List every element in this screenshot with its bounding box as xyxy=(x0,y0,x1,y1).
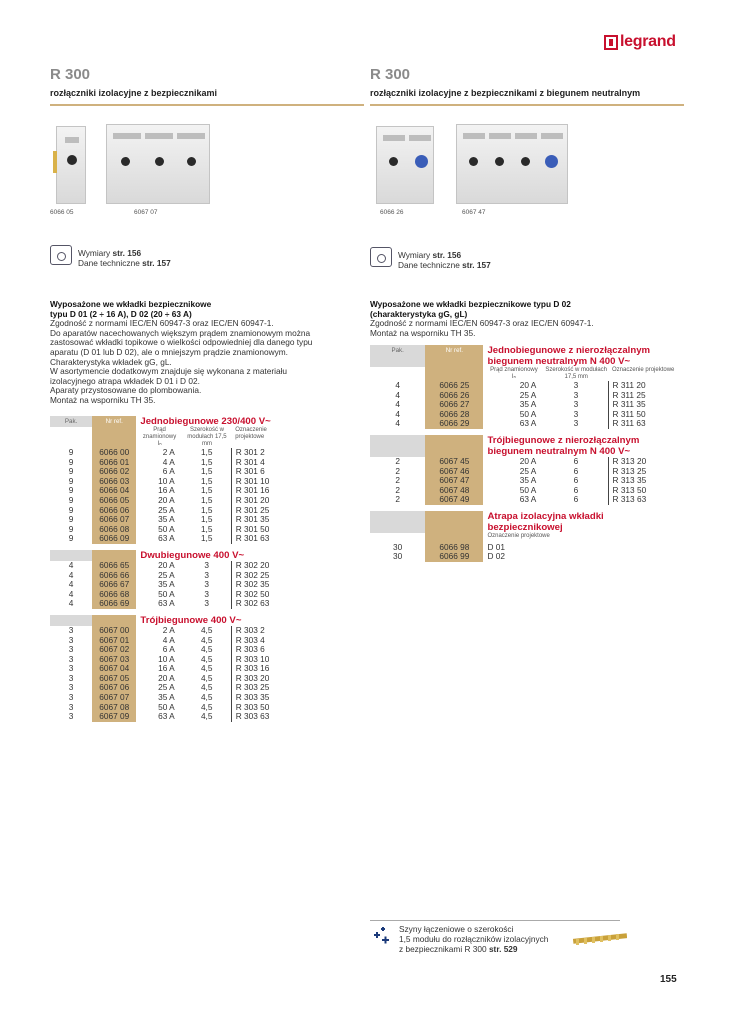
cell-rating: 20 A xyxy=(158,559,175,570)
col-header-rating-label: Prąd znamionowy xyxy=(142,427,177,440)
desc-line: Zgodność z normami IEC/EN 60947-3 oraz IEC/EN 60947-1. xyxy=(370,318,594,329)
cell-designation: R 301 6 xyxy=(235,466,265,477)
cell-rating: 50 A xyxy=(158,701,175,712)
legrand-logo xyxy=(604,33,676,51)
cell-ref-number[interactable]: 6067 01 xyxy=(92,636,136,646)
cell-width: 1,5 xyxy=(183,534,231,544)
section-title: Trójbiegunowe 400 V~ xyxy=(140,614,242,626)
cell-ref-number[interactable]: 6066 26 xyxy=(425,391,483,401)
cell-rating: 4 A xyxy=(162,456,175,467)
cell-rating: 35 A xyxy=(158,514,175,525)
table-row xyxy=(50,599,286,609)
ref-page-link[interactable]: str. 157 xyxy=(142,258,171,268)
cell-ref-number[interactable]: 6067 45 xyxy=(425,457,483,467)
col-header-pak: Pak. xyxy=(50,416,92,427)
section-title: Jednobiegunowe 230/400 V~ xyxy=(140,416,271,427)
column-subheader-row xyxy=(370,533,680,543)
cell-pack-qty: 2 xyxy=(395,484,400,495)
section-title: Trójbiegunowe z nierozłączalnym biegunem neutralnym N 400 V~ xyxy=(487,434,640,457)
table-row xyxy=(370,495,680,505)
cell-width: 1,5 xyxy=(183,525,231,535)
col-header-rating-sub: Iₙ xyxy=(157,441,162,447)
cell-pack-qty: 9 xyxy=(68,466,74,477)
cell-pack-qty: 4 xyxy=(395,418,400,429)
cell-ref-number[interactable]: 6067 05 xyxy=(92,674,136,684)
cell-width: 3 xyxy=(183,599,231,609)
product-photo-6067-47 xyxy=(456,124,568,204)
footer-accessory-text xyxy=(399,925,548,954)
photo-code: 6066 26 xyxy=(380,209,404,216)
cell-width: 3 xyxy=(544,391,608,401)
cell-ref-number[interactable]: 6066 69 xyxy=(92,599,136,609)
cell-pack-qty: 4 xyxy=(395,380,400,390)
cell-width: 3 xyxy=(544,381,608,391)
section-header-row xyxy=(370,511,680,533)
desc-line: zastosować wkładki topikowe o wielkości odpowiedniej dla danego typu xyxy=(50,337,313,348)
cell-rating: 25 A xyxy=(158,569,175,580)
right-subtitle: rozłączniki izolacyjne z bezpiecznikami z biegunem neutralnym xyxy=(370,88,641,98)
cell-designation: R 301 63 xyxy=(235,533,270,544)
cell-pack-qty: 3 xyxy=(68,644,74,655)
cell-ref-number[interactable]: 6066 03 xyxy=(92,477,136,487)
cell-rating: 20 A xyxy=(519,380,537,390)
cell-rating: 35 A xyxy=(519,399,537,410)
cell-ref-number[interactable]: 6066 65 xyxy=(92,561,136,571)
cell-rating: 35 A xyxy=(158,692,175,703)
left-subtitle-rule xyxy=(50,104,364,106)
right-subtitle-rule xyxy=(370,104,684,106)
ref-page-link[interactable]: str. 156 xyxy=(112,248,142,258)
cell-width: 6 xyxy=(544,486,608,496)
cell-designation: R 311 50 xyxy=(612,408,646,419)
cell-designation: R 303 6 xyxy=(235,644,265,655)
cell-width: 1,5 xyxy=(183,467,231,477)
cell-pack-qty: 3 xyxy=(68,692,74,703)
cell-ref-number[interactable]: 6066 07 xyxy=(92,515,136,525)
cell-pack-qty: 4 xyxy=(395,389,400,400)
section-header-row xyxy=(370,435,680,457)
cell-width: 4,5 xyxy=(183,683,231,693)
cell-pack-qty: 2 xyxy=(395,494,400,505)
desc-line: Aparaty przystosowane do plombowania. xyxy=(50,385,202,396)
right-ref-block xyxy=(398,250,491,270)
left-catalogue-table xyxy=(50,416,286,722)
cell-pack-qty: 3 xyxy=(68,624,74,635)
cell-ref-number[interactable]: 6066 66 xyxy=(92,571,136,581)
cell-pack-qty: 4 xyxy=(68,598,74,609)
cell-designation: R 303 50 xyxy=(235,701,270,712)
section-title: Jednobiegunowe z nierozłączalnym biegunem neutralnym N 400 V~ xyxy=(487,345,651,367)
cell-pack-qty: 30 xyxy=(393,541,403,552)
cell-designation: R 303 2 xyxy=(235,624,265,635)
cell-rating: 6 A xyxy=(162,466,175,477)
cell-width: 3 xyxy=(183,571,231,581)
cell-ref-number[interactable]: 6066 05 xyxy=(92,496,136,506)
cell-designation: R 303 4 xyxy=(235,634,265,645)
cell-designation: R 301 4 xyxy=(235,456,265,467)
table-row xyxy=(370,543,680,553)
cell-ref-number[interactable]: 6067 49 xyxy=(425,495,483,505)
cell-width: 1,5 xyxy=(183,458,231,468)
cell-pack-qty: 3 xyxy=(68,653,74,664)
cell-rating: 35 A xyxy=(519,475,537,486)
desc-line: izolacyjnego atrapa wkładek D 01 i D 02. xyxy=(50,375,200,386)
cell-designation: R 301 35 xyxy=(235,514,270,525)
cell-rating: 50 A xyxy=(158,523,175,534)
col-header-pak: Pak. xyxy=(370,345,425,367)
ref-label: Dane techniczne xyxy=(398,260,460,270)
desc-line: Charakterystyka wkładek gG, gL. xyxy=(50,356,172,367)
cell-width: 4,5 xyxy=(183,655,231,665)
photo-code: 6066 05 xyxy=(50,209,74,216)
cell-designation: R 303 63 xyxy=(235,711,270,722)
cell-designation: R 313 63 xyxy=(612,494,647,505)
cell-ref-number[interactable]: 6067 09 xyxy=(92,712,136,722)
cell-designation: R 313 35 xyxy=(612,475,647,486)
cell-designation: R 301 50 xyxy=(235,523,270,534)
table-header-row xyxy=(50,416,286,427)
cell-designation: R 311 35 xyxy=(612,399,646,410)
footer-rule xyxy=(370,920,620,921)
cell-ref-number[interactable]: 6066 09 xyxy=(92,534,136,544)
desc-line: W asortymencie dodatkowym znajduje się wykonana z materiału xyxy=(50,366,288,377)
column-subheader-row xyxy=(370,367,680,381)
col-header-width: Szerokość w modułach 17,5 mm xyxy=(187,427,227,447)
desc-line: Do aparatów nacechowanych większym prądem znamionowym można xyxy=(50,327,311,338)
cell-pack-qty: 3 xyxy=(68,682,74,693)
cell-rating: 2 A xyxy=(162,624,175,635)
cell-rating: 6 A xyxy=(162,644,175,655)
cell-designation: R 313 25 xyxy=(612,465,647,476)
cell-ref-number[interactable]: 6066 01 xyxy=(92,458,136,468)
col-header-rating xyxy=(136,427,182,448)
table-row xyxy=(370,419,680,429)
cell-rating: 63 A xyxy=(158,598,175,609)
cell-ref-number[interactable]: 6066 27 xyxy=(425,400,483,410)
accessories-plus-icon xyxy=(370,925,392,947)
cell-ref-number[interactable]: 6067 06 xyxy=(92,683,136,693)
left-ref-block xyxy=(78,248,171,268)
cell-rating: 10 A xyxy=(158,653,175,664)
cell-width: 4,5 xyxy=(183,664,231,674)
cell-width: 3 xyxy=(544,410,608,420)
desc-heading: Wyposażone we wkładki bezpiecznikowe typu D 02 xyxy=(370,299,571,309)
cell-pack-qty: 4 xyxy=(395,408,400,419)
cell-pack-qty: 3 xyxy=(68,663,74,674)
cell-pack-qty: 3 xyxy=(68,711,74,722)
ref-page-link[interactable]: str. 156 xyxy=(432,250,462,260)
cell-designation: R 301 25 xyxy=(235,504,270,515)
cell-pack-qty: 4 xyxy=(68,579,74,590)
cell-pack-qty: 9 xyxy=(68,447,74,457)
busbar-image xyxy=(573,930,627,946)
cell-ref-number[interactable]: 6066 00 xyxy=(92,448,136,458)
cell-designation: R 313 50 xyxy=(612,484,647,495)
cell-rating: 20 A xyxy=(158,494,175,505)
cell-rating: 25 A xyxy=(158,682,175,693)
cell-rating: 63 A xyxy=(158,711,175,722)
desc-heading: typu D 01 (2 ÷ 16 A), D 02 (20 ÷ 63 A) xyxy=(50,308,192,319)
cell-designation: D 01 xyxy=(487,541,505,552)
cell-width: 1,5 xyxy=(183,486,231,496)
cell-designation: R 311 63 xyxy=(612,418,646,429)
cell-width: 1,5 xyxy=(183,496,231,506)
cell-rating: 25 A xyxy=(519,465,537,476)
cell-rating: 25 A xyxy=(158,504,175,515)
cell-pack-qty: 2 xyxy=(395,455,400,466)
cell-width: 1,5 xyxy=(183,515,231,525)
ref-label: Wymiary xyxy=(398,250,431,260)
right-catalogue-table xyxy=(370,345,680,562)
desc-heading: (charakterystyka gG, gL) xyxy=(370,308,468,319)
cell-pack-qty: 2 xyxy=(395,475,400,486)
cell-pack-qty: 3 xyxy=(68,701,74,712)
cell-width: 1,5 xyxy=(183,448,231,458)
cell-rating: 16 A xyxy=(158,485,175,496)
col-header-designation: Oznaczenie projektowe xyxy=(487,532,550,539)
cell-width: 6 xyxy=(544,457,608,467)
cell-pack-qty: 30 xyxy=(393,551,403,562)
section-title: Dwubiegunowe 400 V~ xyxy=(140,549,245,561)
cell-width: 1,5 xyxy=(183,477,231,487)
cell-ref-number[interactable]: 6066 08 xyxy=(92,525,136,535)
col-header-designation: Oznaczenie projektowe xyxy=(612,367,675,373)
footer-line: Szyny łączeniowe o szerokości xyxy=(399,924,514,934)
col-header-designation: Oznaczenie projektowe xyxy=(235,427,267,440)
cell-ref-number[interactable]: 6067 48 xyxy=(425,486,483,496)
footer-line: z bezpiecznikami R 300 xyxy=(399,943,487,954)
cell-designation: R 301 2 xyxy=(235,447,265,457)
left-description xyxy=(50,300,364,406)
desc-line: Montaż na wsporniku TH 35. xyxy=(370,327,476,338)
cell-designation: R 302 20 xyxy=(235,559,270,570)
cell-ref-number[interactable]: 6066 28 xyxy=(425,410,483,420)
cell-width: 3 xyxy=(544,419,608,429)
footer-line: 1,5 modułu do rozłączników izolacyjnych xyxy=(399,933,549,944)
ref-label: Dane techniczne xyxy=(78,258,140,268)
left-title: R 300 xyxy=(50,66,91,83)
ref-label: Wymiary xyxy=(78,248,111,258)
product-photo-6066-05 xyxy=(56,126,86,204)
cell-pack-qty: 4 xyxy=(395,399,400,410)
table-row xyxy=(50,712,286,722)
col-header-ref: Nr ref. xyxy=(92,416,136,427)
right-title: R 300 xyxy=(370,66,411,83)
cell-pack-qty: 4 xyxy=(68,559,74,570)
desc-line: aparatu (D 01 lub D 02), ale o mniejszym prądzie znamionowym. xyxy=(50,346,288,357)
cell-ref-number[interactable]: 6066 99 xyxy=(425,552,483,562)
cell-designation: R 301 20 xyxy=(235,494,270,505)
cell-rating: 10 A xyxy=(158,475,175,486)
cell-width: 4,5 xyxy=(183,645,231,655)
cell-pack-qty: 9 xyxy=(68,533,74,544)
column-subheader-row xyxy=(50,427,286,448)
cell-pack-qty: 9 xyxy=(68,456,74,467)
desc-line: Montaż na wsporniku TH 35. xyxy=(50,394,156,405)
cell-rating: 2 A xyxy=(162,447,175,457)
cell-designation: R 311 20 xyxy=(612,380,646,390)
cell-pack-qty: 9 xyxy=(68,523,74,534)
cell-ref-number[interactable]: 6067 46 xyxy=(425,467,483,477)
cell-pack-qty: 9 xyxy=(68,475,74,486)
cell-designation: R 302 50 xyxy=(235,588,270,599)
cell-designation: R 303 20 xyxy=(235,672,270,683)
cell-pack-qty: 4 xyxy=(68,588,74,599)
left-subtitle: rozłączniki izolacyjne z bezpiecznikami xyxy=(50,88,218,98)
section-title: Atrapa izolacyjna wkładki bezpiecznikowej xyxy=(487,510,604,533)
cell-ref-number[interactable]: 6067 04 xyxy=(92,664,136,674)
cell-rating: 4 A xyxy=(162,634,175,645)
cell-ref-number[interactable]: 6067 08 xyxy=(92,703,136,713)
right-description xyxy=(370,300,684,338)
cell-width: 4,5 xyxy=(183,636,231,646)
cell-designation: R 303 25 xyxy=(235,682,270,693)
cell-ref-number[interactable]: 6066 04 xyxy=(92,486,136,496)
cell-designation: R 302 35 xyxy=(235,579,270,590)
col-header-rating-label: Prąd znamionowy xyxy=(490,367,538,373)
cell-ref-number[interactable]: 6067 02 xyxy=(92,645,136,655)
desc-heading: Wyposażone we wkładki bezpiecznikowe xyxy=(50,299,212,309)
col-header-ref: Nr ref. xyxy=(425,345,483,367)
cell-designation: R 302 63 xyxy=(235,598,270,609)
cell-ref-number[interactable]: 6066 29 xyxy=(425,419,483,429)
cell-rating: 63 A xyxy=(519,494,537,505)
legrand-logo-text: legrand xyxy=(620,33,676,50)
cell-width: 1,5 xyxy=(183,506,231,516)
cell-pack-qty: 9 xyxy=(68,504,74,515)
cell-ref-number[interactable]: 6066 25 xyxy=(425,381,483,391)
col-header-width: Szerokość w modułach 17,5 mm xyxy=(545,367,608,380)
cell-designation: R 301 16 xyxy=(235,485,270,496)
cell-rating: 35 A xyxy=(158,579,175,590)
ref-page-link[interactable]: str. 157 xyxy=(462,260,491,270)
cell-width: 4,5 xyxy=(183,674,231,684)
cell-pack-qty: 2 xyxy=(395,465,400,476)
cell-rating: 63 A xyxy=(158,533,175,544)
cell-width: 4,5 xyxy=(183,712,231,722)
cell-rating: 63 A xyxy=(519,418,537,429)
cell-rating: 50 A xyxy=(158,588,175,599)
cell-width: 6 xyxy=(544,476,608,486)
cell-width: 3 xyxy=(183,561,231,571)
cell-pack-qty: 9 xyxy=(68,485,74,496)
cell-rating: 16 A xyxy=(158,663,175,674)
cell-width: 4,5 xyxy=(183,693,231,703)
photo-code: 6067 47 xyxy=(462,209,486,216)
page-number: 155 xyxy=(660,974,677,985)
cell-designation: R 303 35 xyxy=(235,692,270,703)
table-header-row xyxy=(370,345,680,367)
cell-designation: R 313 20 xyxy=(612,455,647,466)
cell-pack-qty: 3 xyxy=(68,672,74,683)
cell-width: 3 xyxy=(183,580,231,590)
cell-width: 4,5 xyxy=(183,626,231,636)
cell-designation: R 311 25 xyxy=(612,389,646,400)
cell-pack-qty: 9 xyxy=(68,494,74,505)
cell-width: 6 xyxy=(544,467,608,477)
table-row xyxy=(370,552,680,562)
cell-width: 3 xyxy=(183,590,231,600)
cell-pack-qty: 3 xyxy=(68,634,74,645)
cell-pack-qty: 9 xyxy=(68,514,74,525)
cell-designation: R 301 10 xyxy=(235,475,270,486)
cell-width: 3 xyxy=(544,400,608,410)
legrand-logo-mark xyxy=(604,35,618,50)
photo-code: 6067 07 xyxy=(134,209,158,216)
cell-designation: R 303 16 xyxy=(235,663,270,674)
cell-width: 4,5 xyxy=(183,703,231,713)
product-photo-6066-26 xyxy=(376,126,434,204)
cell-rating: 20 A xyxy=(158,672,175,683)
cell-rating: 25 A xyxy=(519,389,537,400)
cell-ref-number[interactable]: 6066 02 xyxy=(92,467,136,477)
col-header-rating-sub: Iₙ xyxy=(511,374,516,380)
table-row xyxy=(50,534,286,544)
cell-designation: D 02 xyxy=(487,551,505,562)
footer-page-link[interactable]: str. 529 xyxy=(488,943,518,954)
dimensions-doc-icon xyxy=(50,245,72,265)
cell-rating: 20 A xyxy=(519,455,537,466)
cell-ref-number[interactable]: 6066 68 xyxy=(92,590,136,600)
cell-ref-number[interactable]: 6066 67 xyxy=(92,580,136,590)
product-photo-6067-07 xyxy=(106,124,210,204)
desc-line: Zgodność z normami IEC/EN 60947-3 oraz IEC/EN 60947-1. xyxy=(50,318,274,329)
col-header-rating xyxy=(483,367,544,381)
cell-ref-number[interactable]: 6067 03 xyxy=(92,655,136,665)
cell-pack-qty: 4 xyxy=(68,569,74,580)
cell-ref-number[interactable]: 6066 98 xyxy=(425,543,483,553)
dimensions-doc-icon xyxy=(370,247,392,267)
cell-ref-number[interactable]: 6067 07 xyxy=(92,693,136,703)
cell-designation: R 303 10 xyxy=(235,653,270,664)
cell-rating: 50 A xyxy=(519,484,537,495)
cell-ref-number[interactable]: 6067 47 xyxy=(425,476,483,486)
cell-ref-number[interactable]: 6066 06 xyxy=(92,506,136,516)
cell-rating: 50 A xyxy=(519,408,537,419)
cell-ref-number[interactable]: 6067 00 xyxy=(92,626,136,636)
cell-designation: R 302 25 xyxy=(235,569,270,580)
cell-width: 6 xyxy=(544,495,608,505)
